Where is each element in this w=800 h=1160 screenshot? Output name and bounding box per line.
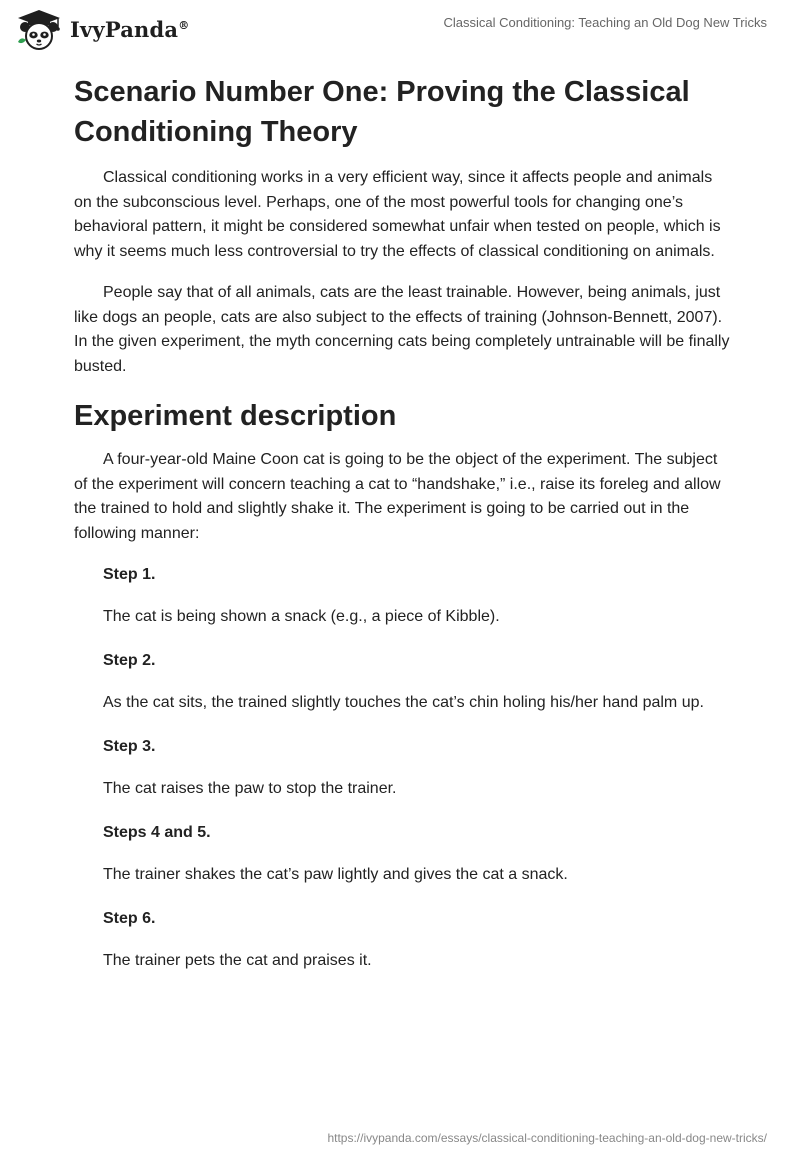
step-label: Step 3. — [103, 738, 156, 755]
step-label: Step 2. — [103, 652, 156, 669]
step-text: As the cat sits, the trained slightly touches the cat’s chin holing his/her hand palm up. — [103, 693, 704, 711]
step-text: The trainer pets the cat and praises it. — [103, 951, 372, 969]
step-text: The cat raises the paw to stop the trainer. — [103, 779, 397, 797]
step-text: The trainer shakes the cat’s paw lightly and gives the cat a snack. — [103, 865, 568, 883]
ivypanda-logo[interactable] — [14, 8, 189, 50]
document-body — [74, 72, 730, 993]
step-label: Step 1. — [103, 566, 156, 583]
paragraph: A four-year-old Maine Coon cat is going to be the object of the experiment. The subject of the experiment will concern teaching a cat to “handshake,” i.e., raise its foreleg and allow the trained to hold and slightly shake it. The experiment is going to be carried out in the following manner: — [74, 451, 721, 542]
paragraph: People say that of all animals, cats are the least trainable. However, being animals, just like dogs an people, cats are also subject to the effects of training (Johnson-Bennett, 2007). In the given experiment, the myth concerning cats being completely untrainable will be finally busted. — [74, 284, 730, 375]
paragraph: Classical conditioning works in a very efficient way, since it affects people and animals on the subconscious level. Perhaps, one of the most powerful tools for changing one’s behavioral pattern, it might be considered somewhat unfair when tested on people, which is why it seems much less controversial to try the effects of classical conditioning on animals. — [74, 169, 721, 260]
document-title: Classical Conditioning: Teaching an Old Dog New Tricks — [443, 15, 767, 30]
page-header — [0, 0, 800, 60]
registered-mark: ® — [178, 18, 190, 32]
logo-wordmark: IvyPanda® — [70, 16, 190, 42]
step-label: Step 6. — [103, 910, 156, 927]
source-url-link[interactable]: https://ivypanda.com/essays/classical-conditioning-teaching-an-old-dog-new-tricks/ — [327, 1131, 767, 1145]
section-heading-scenario: Scenario Number One: Proving the Classical Conditioning Theory — [74, 76, 690, 148]
step-label: Steps 4 and 5. — [103, 824, 211, 841]
section-heading-experiment: Experiment description — [74, 400, 397, 432]
step-text: The cat is being shown a snack (e.g., a piece of Kibble). — [103, 607, 500, 625]
panda-graduate-icon — [14, 8, 64, 50]
